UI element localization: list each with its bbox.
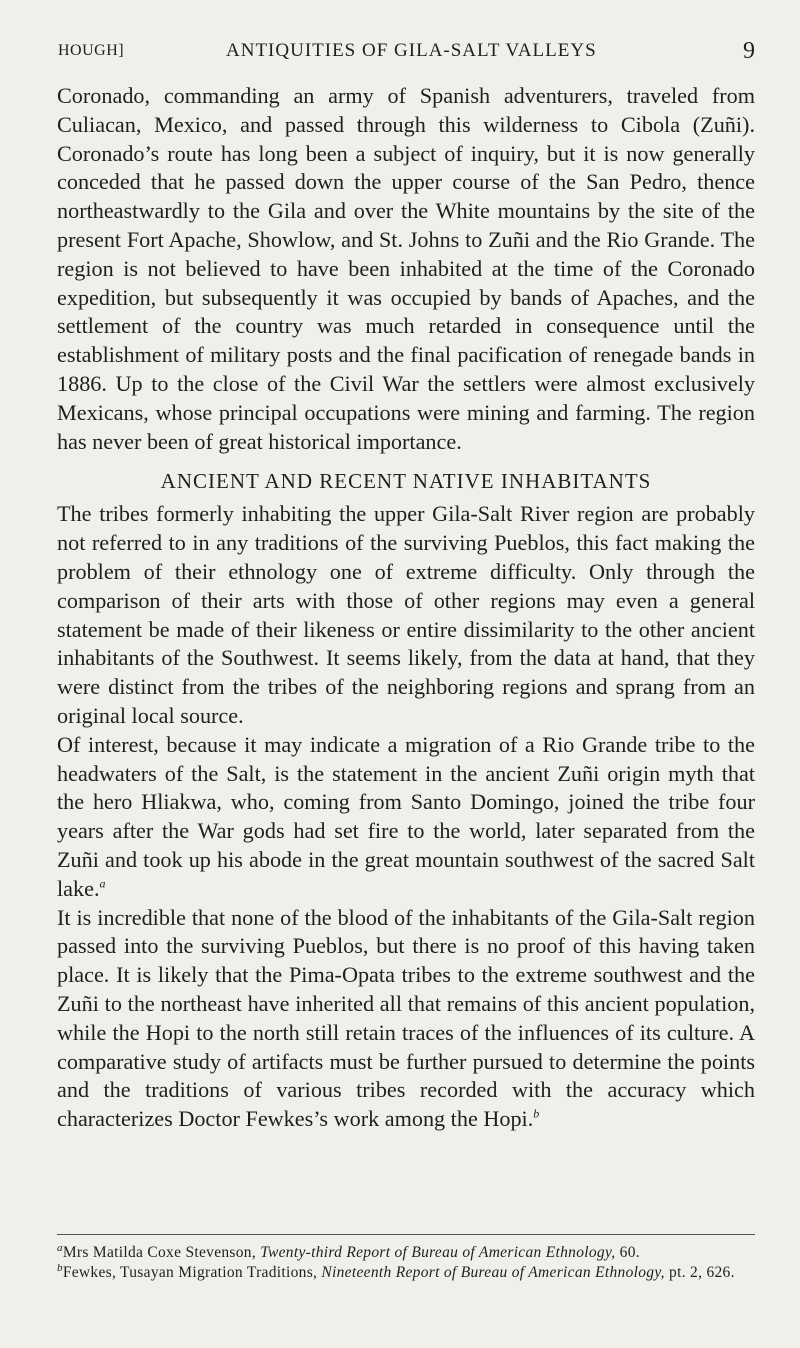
title-running-head: ANTIQUITIES OF GILA-SALT VALLEYS (226, 40, 597, 61)
footnote-b-page: pt. 2, 626. (664, 1264, 735, 1281)
paragraph-inheritance (57, 904, 755, 1134)
footnote-b-title: Nineteenth Report of Bureau of American Ethnology, (321, 1264, 665, 1281)
footnote-b-text: Fewkes, Tusayan Migration Traditions, (62, 1264, 322, 1281)
footnote-divider (57, 1234, 755, 1235)
paragraph-migration (57, 731, 755, 904)
body-text (57, 82, 755, 1134)
footnote-a-title: Twenty-third Report of Bureau of American Ethnology, (260, 1244, 616, 1261)
footnote-a (57, 1243, 755, 1263)
footnote-b-mark: b (57, 1261, 63, 1274)
running-head (58, 38, 755, 66)
footnote-a-page: 60. (615, 1244, 640, 1261)
footnote-a-text: Mrs Matilda Coxe Stevenson, (62, 1244, 261, 1261)
footnote-ref-a[interactable]: a (99, 876, 106, 891)
page-number: 9 (743, 38, 755, 64)
footnote-ref-b[interactable]: b (533, 1106, 540, 1121)
paragraph-inheritance-text: It is incredible that none of the blood of the inhabitants of the Gila-Salt region passed into the surviving Pueblos, but there is no proof of this having taken place. It is likely that the Pima-Opata tribes to the extreme southwest and the Zuñi to the northeast have inherited all that remains of this ancient population, while the Hopi to the north still retain traces of the influences of its culture. A comparative study of artifacts must be further pursued to determine the points and the traditions of various tribes recorded with the accuracy which characterizes Doctor Fewkes’s work among the Hopi. (57, 904, 755, 1132)
footnotes (57, 1243, 755, 1283)
section-heading: ANCIENT AND RECENT NATIVE INHABITANTS (160, 469, 652, 494)
paragraph-migration-text: Of interest, because it may indicate a migration of a Rio Grande tribe to the headwaters of the Salt, is the statement in the ancient Zuñi origin myth that the hero Hliakwa, who, coming from Santo Domingo, joined the tribe four years after the War gods had set fire to the world, later separated from the Zuñi and took up his abode in the great mountain southwest of the sacred Salt lake. (57, 731, 755, 901)
paragraph-coronado: Coronado, commanding an army of Spanish adventurers, traveled from Culiacan, Mexico, and passed through this wilderness to Cibola (Zuñi). Coronado’s route has long been a subject of inquiry, but it is now generally conceded that he passed down the upper course of the San Pedro, thence northeastwardly to the Gila and over the White mountains by the site of the present Fort Apache, Showlow, and St. Johns to Zuñi and the Rio Grande. The region is not believed to have been inhabited at the time of the Coronado expedition, but subsequently it was occupied by bands of Apaches, and the settlement of the country was much retarded in consequence until the establishment of military posts and the final pacification of renegade bands in 1886. Up to the close of the Civil War the settlers were almost exclusively Mexicans, whose principal occupations were mining and farming. The region has never been of great historical importance. (57, 83, 755, 454)
footnote-b (57, 1263, 755, 1283)
footnote-a-mark: a (57, 1241, 63, 1254)
author-running-head: HOUGH] (58, 42, 125, 59)
paragraph-tribes: The tribes formerly inhabiting the upper Gila-Salt River region are probably not referred to in any traditions of the surviving Pueblos, this fact making the problem of their ethnology one of extreme difficulty. Only through the comparison of their arts with those of other regions may even a general statement be made of their likeness or entire dissimilarity to the other ancient inhabitants of the Southwest. It seems likely, from the data at hand, that they were distinct from the tribes of the neighboring regions and sprang from an original local source. (57, 501, 755, 728)
